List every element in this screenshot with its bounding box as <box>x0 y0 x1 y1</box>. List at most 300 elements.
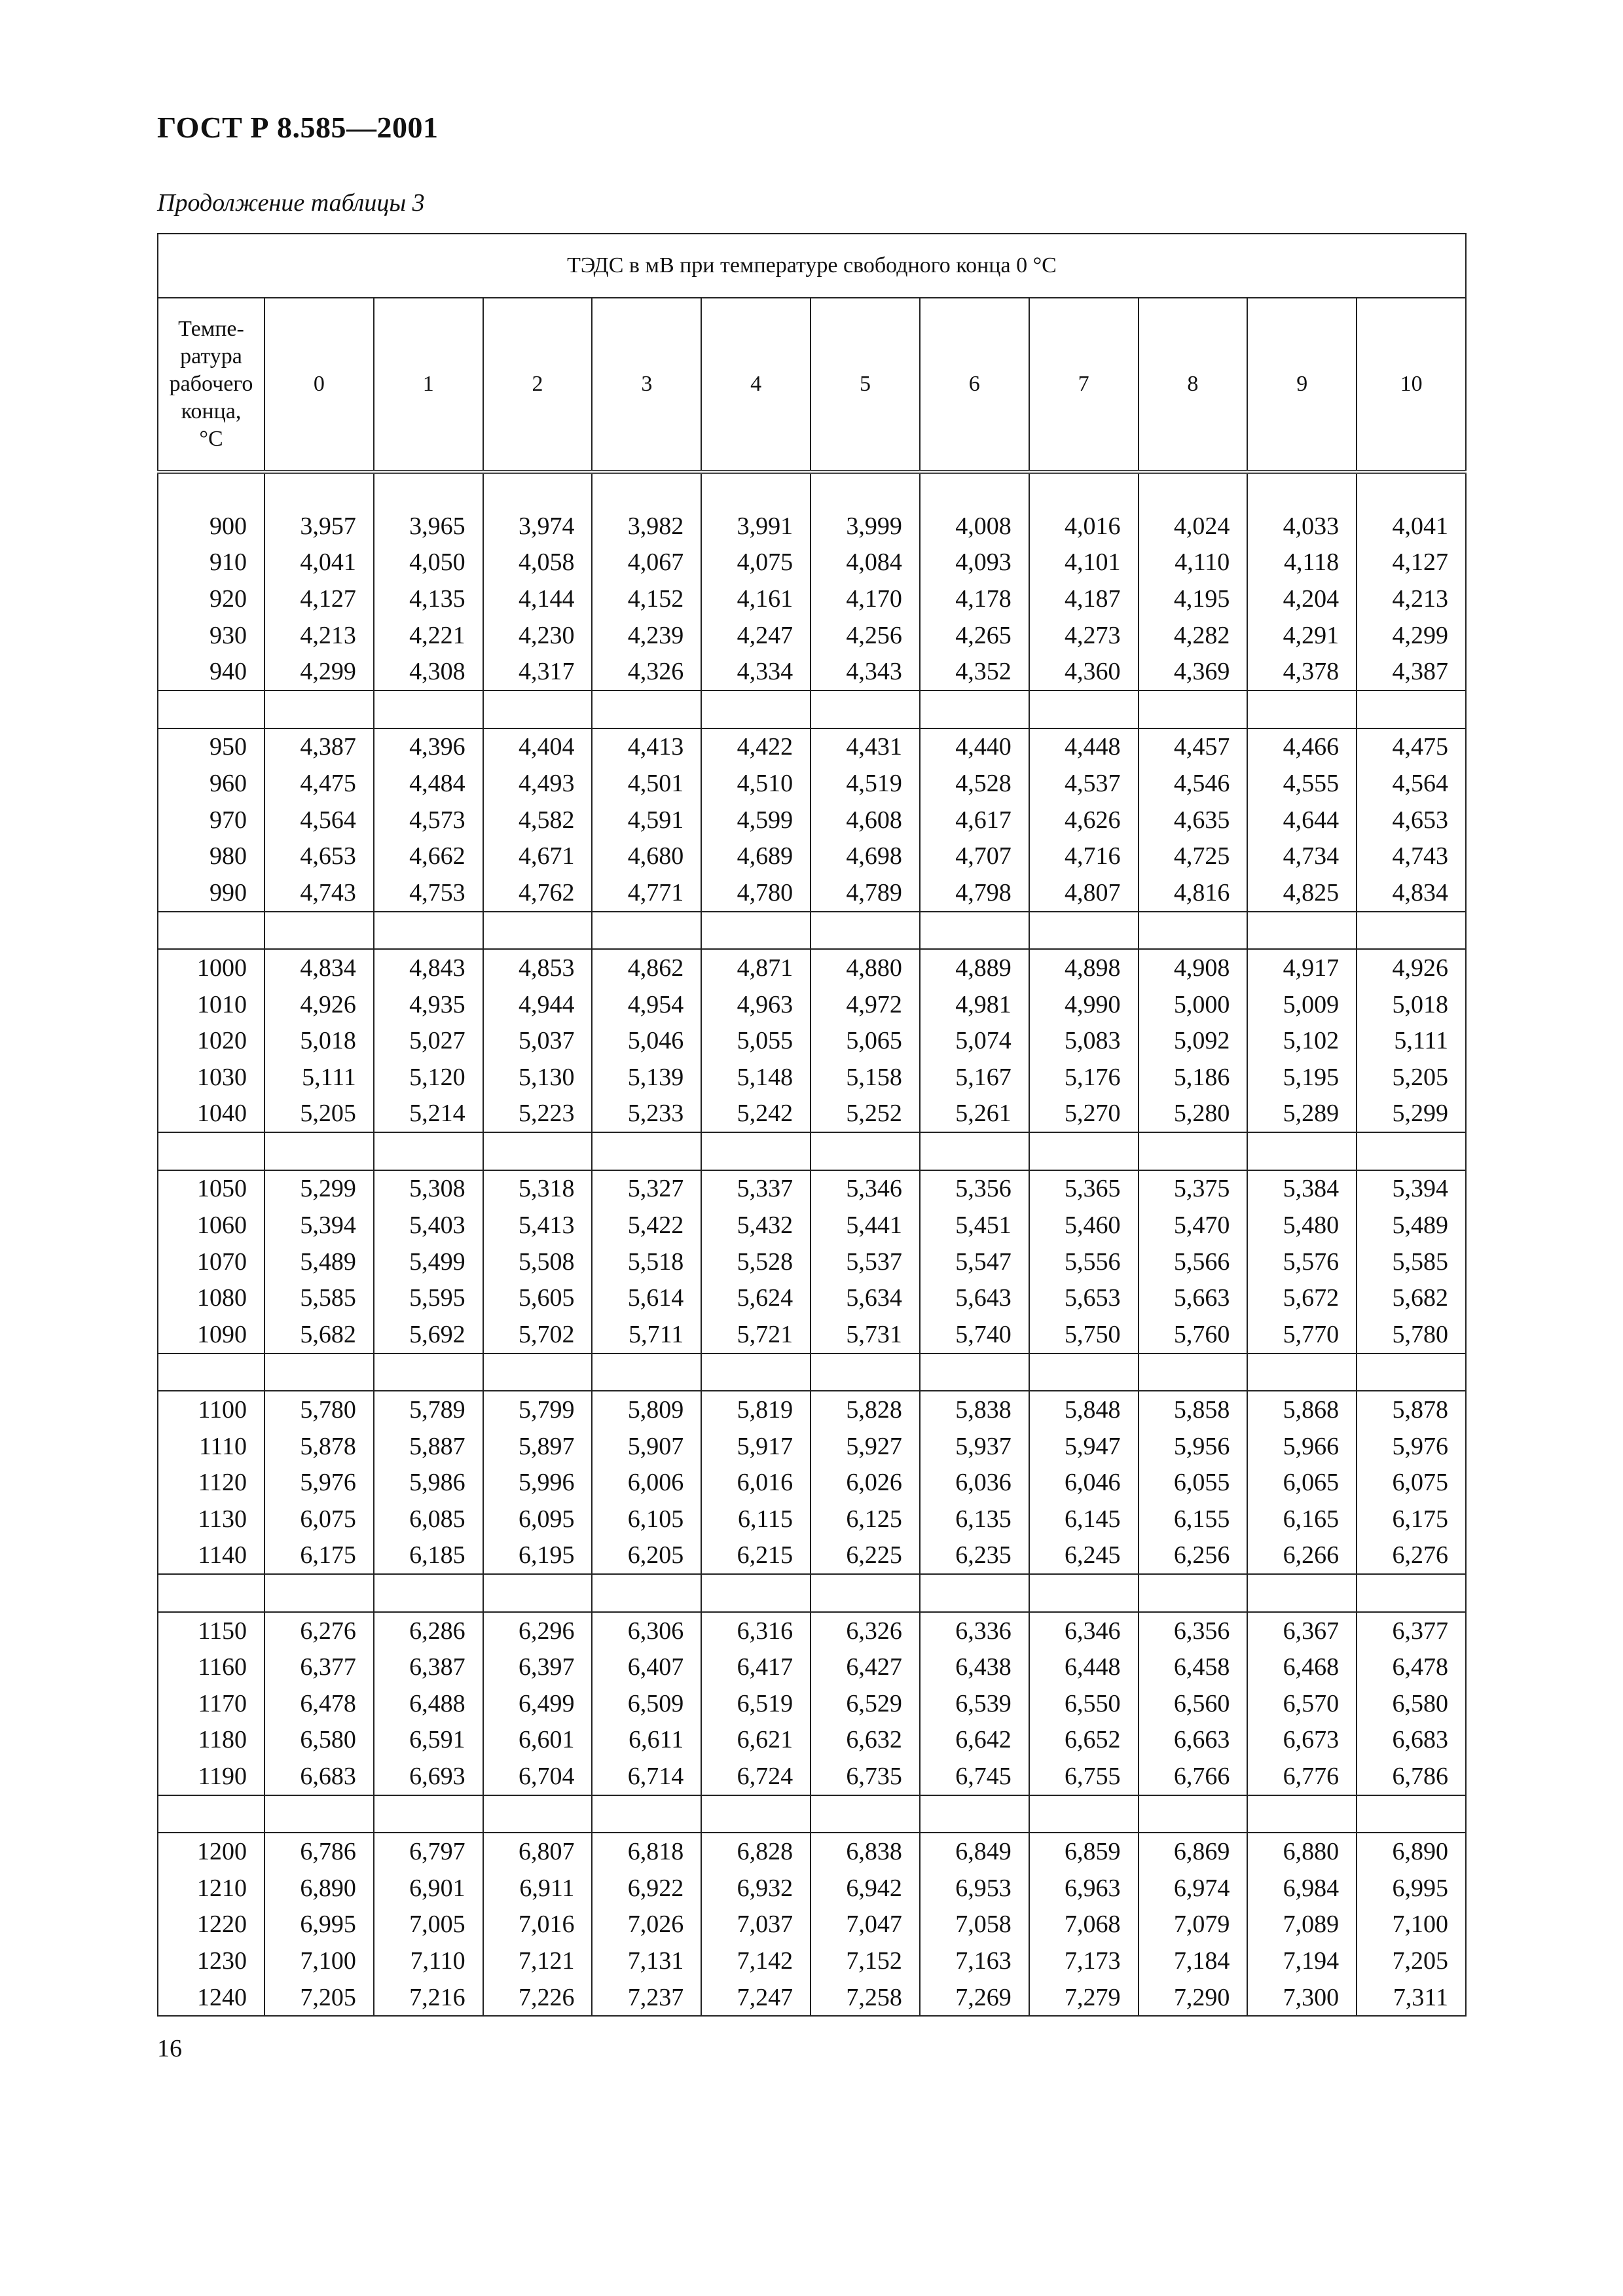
table-row <box>158 1464 1466 1501</box>
empty-cell <box>1029 1795 1139 1833</box>
emf-value-cell: 7,269 <box>920 1979 1029 2017</box>
emf-value-cell: 5,158 <box>811 1059 920 1096</box>
column-header: 10 <box>1357 298 1466 472</box>
empty-cell <box>1029 691 1139 728</box>
emf-value-cell: 4,230 <box>483 617 593 654</box>
emf-value-cell: 6,367 <box>1247 1612 1357 1649</box>
emf-value-cell: 5,643 <box>920 1280 1029 1316</box>
emf-value-cell: 6,316 <box>701 1612 811 1649</box>
empty-cell <box>811 1574 920 1612</box>
empty-cell <box>264 472 374 508</box>
temperature-cell: 1030 <box>158 1059 264 1096</box>
group-separator-row <box>158 1795 1466 1833</box>
column-header: 1 <box>374 298 483 472</box>
emf-value-cell: 5,663 <box>1139 1280 1248 1316</box>
emf-value-cell: 6,256 <box>1139 1537 1248 1575</box>
table-row <box>158 508 1466 545</box>
emf-value-cell: 6,869 <box>1139 1833 1248 1870</box>
table-row <box>158 1685 1466 1722</box>
table-row <box>158 1428 1466 1465</box>
empty-cell <box>1247 1574 1357 1612</box>
emf-value-cell: 4,369 <box>1139 653 1248 691</box>
table-row <box>158 874 1466 912</box>
empty-cell <box>811 472 920 508</box>
emf-value-cell: 5,018 <box>264 1022 374 1059</box>
emf-value-cell: 4,653 <box>264 838 374 874</box>
emf-value-cell: 7,152 <box>811 1943 920 1979</box>
emf-value-cell: 6,786 <box>1357 1758 1466 1795</box>
empty-cell <box>701 1574 811 1612</box>
temperature-cell: 1190 <box>158 1758 264 1795</box>
emf-value-cell: 4,187 <box>1029 581 1139 617</box>
emf-value-cell: 3,999 <box>811 508 920 545</box>
emf-value-cell: 4,880 <box>811 949 920 986</box>
emf-value-cell: 5,261 <box>920 1096 1029 1133</box>
emf-value-cell: 4,716 <box>1029 838 1139 874</box>
emf-value-cell: 7,258 <box>811 1979 920 2017</box>
emf-value-cell: 4,360 <box>1029 653 1139 691</box>
empty-cell <box>811 1132 920 1170</box>
emf-value-cell: 6,828 <box>701 1833 811 1870</box>
emf-value-cell: 5,499 <box>374 1244 483 1280</box>
empty-cell <box>1029 1132 1139 1170</box>
emf-value-cell: 4,127 <box>1357 545 1466 581</box>
emf-value-cell: 6,055 <box>1139 1464 1248 1501</box>
emf-value-cell: 6,509 <box>592 1685 701 1722</box>
emf-value-cell: 6,377 <box>264 1649 374 1685</box>
empty-cell <box>1357 912 1466 950</box>
emf-value-cell: 4,599 <box>701 802 811 838</box>
emf-value-cell: 5,252 <box>811 1096 920 1133</box>
empty-cell <box>811 691 920 728</box>
emf-value-cell: 4,725 <box>1139 838 1248 874</box>
emf-value-cell: 5,760 <box>1139 1316 1248 1354</box>
group-separator-row <box>158 1574 1466 1612</box>
emf-value-cell: 6,890 <box>264 1870 374 1907</box>
emf-value-cell: 5,528 <box>701 1244 811 1280</box>
empty-cell <box>592 912 701 950</box>
emf-value-cell: 5,595 <box>374 1280 483 1316</box>
emf-value-cell: 6,621 <box>701 1722 811 1759</box>
emf-value-cell: 5,770 <box>1247 1316 1357 1354</box>
emf-value-cell: 5,460 <box>1029 1207 1139 1244</box>
emf-value-cell: 6,673 <box>1247 1722 1357 1759</box>
empty-cell <box>811 1795 920 1833</box>
group-separator-row <box>158 691 1466 728</box>
emf-value-cell: 4,265 <box>920 617 1029 654</box>
emf-value-cell: 7,005 <box>374 1907 483 1943</box>
emf-value-cell: 4,898 <box>1029 949 1139 986</box>
emf-value-cell: 6,942 <box>811 1870 920 1907</box>
emf-value-cell: 6,438 <box>920 1649 1029 1685</box>
empty-cell <box>374 472 483 508</box>
emf-value-cell: 6,306 <box>592 1612 701 1649</box>
emf-value-cell: 6,235 <box>920 1537 1029 1575</box>
emf-value-cell: 5,027 <box>374 1022 483 1059</box>
emf-value-cell: 5,937 <box>920 1428 1029 1465</box>
empty-cell <box>1139 691 1248 728</box>
emf-value-cell: 5,120 <box>374 1059 483 1096</box>
column-header: 0 <box>264 298 374 472</box>
emf-value-cell: 5,130 <box>483 1059 593 1096</box>
empty-cell <box>1139 472 1248 508</box>
emf-value-cell: 6,478 <box>264 1685 374 1722</box>
emf-value-cell: 6,724 <box>701 1758 811 1795</box>
emf-value-cell: 5,083 <box>1029 1022 1139 1059</box>
table-row <box>158 1280 1466 1316</box>
emf-value-cell: 6,336 <box>920 1612 1029 1649</box>
emf-value-cell: 5,702 <box>483 1316 593 1354</box>
emf-value-cell: 4,466 <box>1247 728 1357 766</box>
emf-value-cell: 4,816 <box>1139 874 1248 912</box>
temperature-cell: 1240 <box>158 1979 264 2017</box>
emf-value-cell: 3,965 <box>374 508 483 545</box>
empty-cell <box>920 1574 1029 1612</box>
temperature-cell: 1200 <box>158 1833 264 1870</box>
emf-value-cell: 6,026 <box>811 1464 920 1501</box>
emf-value-cell: 4,990 <box>1029 986 1139 1023</box>
emf-value-cell: 7,311 <box>1357 1979 1466 2017</box>
emf-value-cell: 6,745 <box>920 1758 1029 1795</box>
table-row <box>158 545 1466 581</box>
empty-cell <box>483 472 593 508</box>
emf-value-cell: 6,849 <box>920 1833 1029 1870</box>
emf-value-cell: 4,862 <box>592 949 701 986</box>
table-row <box>158 1391 1466 1428</box>
empty-cell <box>1029 1574 1139 1612</box>
empty-cell <box>158 1132 264 1170</box>
emf-value-cell: 4,050 <box>374 545 483 581</box>
temperature-cell: 1040 <box>158 1096 264 1133</box>
emf-value-cell: 5,337 <box>701 1170 811 1208</box>
emf-value-cell: 6,488 <box>374 1685 483 1722</box>
empty-cell <box>264 912 374 950</box>
emf-value-cell: 4,110 <box>1139 545 1248 581</box>
table-caption: Продолжение таблицы 3 <box>157 189 425 217</box>
emf-value-cell: 6,580 <box>1357 1685 1466 1722</box>
emf-value-cell: 5,148 <box>701 1059 811 1096</box>
emf-value-cell: 5,055 <box>701 1022 811 1059</box>
emf-value-cell: 4,317 <box>483 653 593 691</box>
emf-value-cell: 4,195 <box>1139 581 1248 617</box>
emf-value-cell: 5,947 <box>1029 1428 1139 1465</box>
emf-value-cell: 6,448 <box>1029 1649 1139 1685</box>
emf-value-cell: 6,974 <box>1139 1870 1248 1907</box>
emf-value-cell: 5,605 <box>483 1280 593 1316</box>
empty-cell <box>701 1795 811 1833</box>
emf-value-cell: 5,470 <box>1139 1207 1248 1244</box>
table-row <box>158 1907 1466 1943</box>
emf-value-cell: 7,110 <box>374 1943 483 1979</box>
emf-value-cell: 4,807 <box>1029 874 1139 912</box>
emf-value-cell: 5,828 <box>811 1391 920 1428</box>
empty-cell <box>483 1574 593 1612</box>
emf-value-cell: 5,731 <box>811 1316 920 1354</box>
emf-value-cell: 4,291 <box>1247 617 1357 654</box>
empty-cell <box>264 1354 374 1391</box>
table-row <box>158 1612 1466 1649</box>
empty-cell <box>374 912 483 950</box>
emf-value-cell: 6,215 <box>701 1537 811 1575</box>
temp-header-line: °С <box>199 427 223 451</box>
temperature-cell: 1000 <box>158 949 264 986</box>
spacer-row <box>158 472 1466 508</box>
emf-value-cell: 5,721 <box>701 1316 811 1354</box>
emf-value-cell: 4,135 <box>374 581 483 617</box>
emf-value-cell: 4,917 <box>1247 949 1357 986</box>
emf-value-cell: 4,422 <box>701 728 811 766</box>
emf-value-cell: 5,176 <box>1029 1059 1139 1096</box>
emf-value-cell: 6,714 <box>592 1758 701 1795</box>
emf-value-cell: 4,743 <box>1357 838 1466 874</box>
emf-value-cell: 6,225 <box>811 1537 920 1575</box>
emf-value-cell: 4,387 <box>1357 653 1466 691</box>
emf-value-cell: 7,237 <box>592 1979 701 2017</box>
empty-cell <box>1247 1354 1357 1391</box>
empty-cell <box>483 1132 593 1170</box>
emf-value-cell: 5,996 <box>483 1464 593 1501</box>
emf-value-cell: 5,242 <box>701 1096 811 1133</box>
temperature-cell: 1020 <box>158 1022 264 1059</box>
empty-cell <box>592 691 701 728</box>
emf-value-cell: 4,762 <box>483 874 593 912</box>
emf-value-cell: 6,683 <box>1357 1722 1466 1759</box>
emf-value-cell: 7,016 <box>483 1907 593 1943</box>
emf-value-cell: 5,270 <box>1029 1096 1139 1133</box>
emf-value-cell: 5,214 <box>374 1096 483 1133</box>
temperature-cell: 1220 <box>158 1907 264 1943</box>
temperature-cell: 1230 <box>158 1943 264 1979</box>
emf-value-cell: 5,384 <box>1247 1170 1357 1208</box>
emf-value-cell: 5,634 <box>811 1280 920 1316</box>
empty-cell <box>374 1795 483 1833</box>
emf-value-cell: 6,984 <box>1247 1870 1357 1907</box>
emf-value-cell: 4,396 <box>374 728 483 766</box>
emf-value-cell: 5,878 <box>264 1428 374 1465</box>
column-header: 4 <box>701 298 811 472</box>
emf-value-cell: 5,441 <box>811 1207 920 1244</box>
empty-cell <box>483 1795 593 1833</box>
emf-value-cell: 5,537 <box>811 1244 920 1280</box>
emf-value-cell: 7,194 <box>1247 1943 1357 1979</box>
emf-value-cell: 5,858 <box>1139 1391 1248 1428</box>
emf-value-cell: 6,953 <box>920 1870 1029 1907</box>
emf-value-cell: 5,037 <box>483 1022 593 1059</box>
emf-value-cell: 6,922 <box>592 1870 701 1907</box>
emf-value-cell: 4,239 <box>592 617 701 654</box>
empty-cell <box>1357 1574 1466 1612</box>
empty-cell <box>1357 1354 1466 1391</box>
emf-value-cell: 4,247 <box>701 617 811 654</box>
emf-value-cell: 5,299 <box>1357 1096 1466 1133</box>
emf-value-cell: 6,036 <box>920 1464 1029 1501</box>
emf-value-cell: 4,591 <box>592 802 701 838</box>
emf-value-cell: 5,009 <box>1247 986 1357 1023</box>
emf-value-cell: 4,440 <box>920 728 1029 766</box>
emf-value-cell: 6,797 <box>374 1833 483 1870</box>
emf-value-cell: 3,974 <box>483 508 593 545</box>
emf-value-cell: 6,550 <box>1029 1685 1139 1722</box>
emf-value-cell: 6,652 <box>1029 1722 1139 1759</box>
emf-value-cell: 6,046 <box>1029 1464 1139 1501</box>
emf-value-cell: 4,204 <box>1247 581 1357 617</box>
empty-cell <box>920 1795 1029 1833</box>
emf-value-cell: 6,016 <box>701 1464 811 1501</box>
emf-value-cell: 4,493 <box>483 765 593 802</box>
emf-value-cell: 4,573 <box>374 802 483 838</box>
temperature-cell: 1120 <box>158 1464 264 1501</box>
emf-value-cell: 6,356 <box>1139 1612 1248 1649</box>
emf-value-cell: 6,075 <box>1357 1464 1466 1501</box>
emf-value-cell: 7,047 <box>811 1907 920 1943</box>
emf-value-cell: 7,216 <box>374 1979 483 2017</box>
emf-value-cell: 5,422 <box>592 1207 701 1244</box>
emf-value-cell: 4,555 <box>1247 765 1357 802</box>
emf-value-cell: 4,501 <box>592 765 701 802</box>
emf-value-cell: 5,102 <box>1247 1022 1357 1059</box>
emf-value-cell: 6,693 <box>374 1758 483 1795</box>
empty-cell <box>264 1574 374 1612</box>
emf-value-cell: 4,671 <box>483 838 593 874</box>
emf-value-cell: 4,753 <box>374 874 483 912</box>
emf-value-cell: 7,300 <box>1247 1979 1357 2017</box>
emf-value-cell: 5,682 <box>264 1316 374 1354</box>
emf-value-cell: 5,547 <box>920 1244 1029 1280</box>
emf-value-cell: 6,115 <box>701 1501 811 1537</box>
emf-value-cell: 4,178 <box>920 581 1029 617</box>
emf-value-cell: 4,127 <box>264 581 374 617</box>
emf-value-cell: 7,205 <box>1357 1943 1466 1979</box>
emf-value-cell: 5,917 <box>701 1428 811 1465</box>
emf-value-cell: 4,834 <box>1357 874 1466 912</box>
emf-value-cell: 6,704 <box>483 1758 593 1795</box>
table-row <box>158 728 1466 766</box>
emf-value-cell: 6,766 <box>1139 1758 1248 1795</box>
emf-value-cell: 7,142 <box>701 1943 811 1979</box>
emf-value-cell: 6,105 <box>592 1501 701 1537</box>
empty-cell <box>701 1132 811 1170</box>
page-number: 16 <box>157 2035 182 2062</box>
emf-value-cell: 4,475 <box>264 765 374 802</box>
emf-value-cell: 5,327 <box>592 1170 701 1208</box>
empty-cell <box>592 472 701 508</box>
emf-value-cell: 5,413 <box>483 1207 593 1244</box>
emf-value-cell: 5,966 <box>1247 1428 1357 1465</box>
emf-value-cell: 5,986 <box>374 1464 483 1501</box>
column-header: 7 <box>1029 298 1139 472</box>
emf-value-cell: 5,566 <box>1139 1244 1248 1280</box>
emf-value-cell: 4,680 <box>592 838 701 874</box>
emf-value-cell: 4,101 <box>1029 545 1139 581</box>
table-row <box>158 1870 1466 1907</box>
emf-value-cell: 4,926 <box>264 986 374 1023</box>
emf-value-cell: 4,170 <box>811 581 920 617</box>
emf-value-cell: 6,075 <box>264 1501 374 1537</box>
empty-cell <box>1029 472 1139 508</box>
empty-cell <box>483 1354 593 1391</box>
table-row <box>158 653 1466 691</box>
emf-value-cell: 4,707 <box>920 838 1029 874</box>
emf-value-cell: 6,155 <box>1139 1501 1248 1537</box>
emf-value-cell: 4,546 <box>1139 765 1248 802</box>
emf-value-cell: 6,245 <box>1029 1537 1139 1575</box>
emf-value-cell: 4,161 <box>701 581 811 617</box>
emf-value-cell: 7,131 <box>592 1943 701 1979</box>
emf-value-cell: 4,510 <box>701 765 811 802</box>
emf-value-cell: 4,024 <box>1139 508 1248 545</box>
emf-value-cell: 5,046 <box>592 1022 701 1059</box>
emf-value-cell: 6,807 <box>483 1833 593 1870</box>
emf-value-cell: 5,299 <box>264 1170 374 1208</box>
empty-cell <box>374 1354 483 1391</box>
emf-value-cell: 4,041 <box>264 545 374 581</box>
table-row <box>158 1207 1466 1244</box>
table-row <box>158 1537 1466 1575</box>
emf-value-cell: 5,927 <box>811 1428 920 1465</box>
emf-value-cell: 4,519 <box>811 765 920 802</box>
emf-value-cell: 6,642 <box>920 1722 1029 1759</box>
empty-cell <box>264 1795 374 1833</box>
emf-value-cell: 6,880 <box>1247 1833 1357 1870</box>
emf-value-cell: 5,614 <box>592 1280 701 1316</box>
empty-cell <box>158 691 264 728</box>
empty-cell <box>1357 1795 1466 1833</box>
emf-value-cell: 4,871 <box>701 949 811 986</box>
emf-value-cell: 3,991 <box>701 508 811 545</box>
temperature-cell: 900 <box>158 508 264 545</box>
emf-value-cell: 7,079 <box>1139 1907 1248 1943</box>
emf-value-cell: 4,698 <box>811 838 920 874</box>
emf-value-cell: 6,499 <box>483 1685 593 1722</box>
emf-value-cell: 6,326 <box>811 1612 920 1649</box>
group-separator-row <box>158 912 1466 950</box>
temperature-cell: 970 <box>158 802 264 838</box>
emf-value-cell: 4,743 <box>264 874 374 912</box>
table-row <box>158 1316 1466 1354</box>
column-header: 9 <box>1247 298 1357 472</box>
document-header: ГОСТ Р 8.585—2001 <box>157 111 439 144</box>
emf-value-cell: 7,089 <box>1247 1907 1357 1943</box>
emf-value-cell: 4,798 <box>920 874 1029 912</box>
empty-cell <box>592 1132 701 1170</box>
emf-value-cell: 4,404 <box>483 728 593 766</box>
emf-value-cell: 6,529 <box>811 1685 920 1722</box>
emf-value-cell: 7,058 <box>920 1907 1029 1943</box>
emf-value-cell: 6,663 <box>1139 1722 1248 1759</box>
emf-value-cell: 4,825 <box>1247 874 1357 912</box>
emf-value-cell: 4,213 <box>1357 581 1466 617</box>
emf-value-cell: 7,279 <box>1029 1979 1139 2017</box>
column-header: 3 <box>592 298 701 472</box>
emf-value-cell: 4,457 <box>1139 728 1248 766</box>
emf-value-cell: 6,175 <box>1357 1501 1466 1537</box>
emf-value-cell: 4,608 <box>811 802 920 838</box>
emf-value-cell: 5,682 <box>1357 1280 1466 1316</box>
emf-value-cell: 5,375 <box>1139 1170 1248 1208</box>
emf-value-cell: 6,838 <box>811 1833 920 1870</box>
emf-value-cell: 6,276 <box>1357 1537 1466 1575</box>
emf-value-cell: 4,299 <box>264 653 374 691</box>
emf-value-cell: 6,417 <box>701 1649 811 1685</box>
emf-value-cell: 6,932 <box>701 1870 811 1907</box>
empty-cell <box>1139 912 1248 950</box>
empty-cell <box>264 691 374 728</box>
empty-cell <box>1247 691 1357 728</box>
emf-value-cell: 6,890 <box>1357 1833 1466 1870</box>
empty-cell <box>158 472 264 508</box>
emf-value-cell: 5,897 <box>483 1428 593 1465</box>
emf-value-cell: 4,484 <box>374 765 483 802</box>
